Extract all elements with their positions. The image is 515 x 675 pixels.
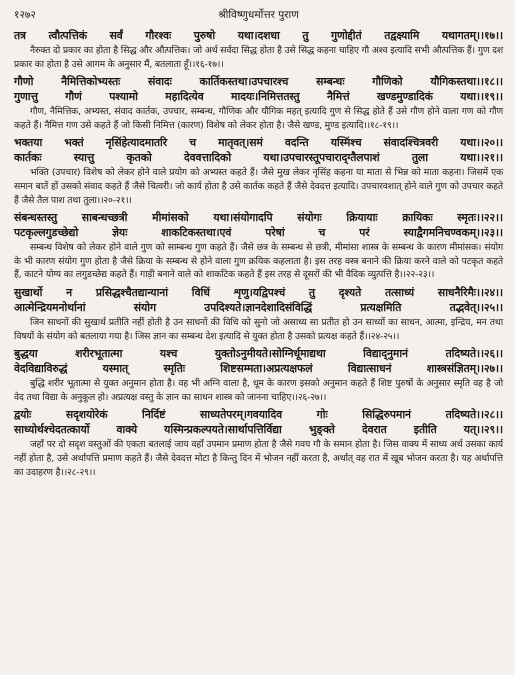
verse-block-3 [14,135,503,207]
page-header [14,9,503,22]
verse-line: बुद्धया शरीरभूतात्मा यश्च युक्तोऽनुमीयते।सोग्निर्धूमाद्यथा विद्याद्नुमानं तदिष्यते।।२६।। [14,347,503,361]
verse-line: पटकृल्लगुडच्छेद्यो ज्ञेयः शाकटिकस्तथा।एवं परेषां च परं स्याद्वैगमनिचण्वकम्।।२३।। [14,226,503,240]
commentary-paragraph: गौण, नैमित्तिक, अभ्यस्त, संवाद कार्तक, उपचार, सम्बन्ध, गौणिक और यौगिक महत् इत्यादि गुण से सिद्ध होते हैं उसे गौण होने वाला गण को गौण कहते हैं। नैमित्त गण उसे कहते हैं जो किसी निमित्त (कारण) विशेष को लेकर होता है। जैसे खण्ड, मुण्ड इत्यादि।।१८-१९।। [14,106,503,131]
verse-line: भक्तया भक्तं नृसिंहेत्यादमातरि च मातृवत्।समं वदन्ति यस्मिंश्च संवादश्चित्रवरी यथा।।२०।। [14,136,503,150]
verse-line: कार्तकः स्यात्तु कृतको देववत्तादिको यथा।उपचारस्तूपचाराद्ग्तैलपाशं तुला यथा।।२१।। [14,151,503,165]
verse-line: वेदविद्याविरुद्धं यस्मात् स्मृतिः शिष्टसम्मता।अप्रत्यक्षफलं विद्यात्साधनं शास्त्रसंज्ञितम्।।२७।। [14,362,503,376]
verse-line: द्वयोः सदृशयोरेकं निर्दिष्टं साध्यतेपरम्।गवयादिव गोः सिद्धिरुपमानं तदिष्यते।।२८।। [14,408,503,422]
verse-line: तत्र त्वौत्पत्तिकं सर्वं गौरश्वः पुरुषो यथा।दशधा तु गुणोद्दीतं तद्वक्ष्यामि यथागतम्।।१७।। [14,29,503,42]
verse-line: संबन्धस्तस्तु साबन्धच्छत्री मीमांसको यथा।संयोगादपि संयोगः क्रियायाः क्रायिकः स्मृतः।।२२।। [14,211,503,225]
commentary-paragraph: सम्बन्ध विशेष को लेकर होने वाले गुण को साम्बन्ध गुण कहते हैं। जैसे छत्र के सम्बन्ध से छत्री, मीमांसा शास्त्र के सम्बन्ध के कारण मीमांसक। संयोग के भी कारण संयोग गुण होता है जैसे क्रिया के सम्बन्ध से होने वाला गुण क्रयिक कहलाता है। इस तरह वस्त्र बनाने की क्रिया करने वाले को पटकृत कहते हैं, काटने योग्य का लगुडच्छेद्य कहते हैं। गाड़ी बनाने वाले को शाकटिक कहते हैं इस तरह से दूसरों की भी वैदिक व्युत्पत्ति है।।२२-२३।। [14,242,503,281]
verse-line: गौणो नैमित्तिकोभ्यस्तः संवादः कार्तिकस्तथा।उपचारश्च सम्बन्धः गौणिको यौगिकस्तथा।।१८।। [14,75,503,89]
verse-line: साध्योर्थश्चेदतत्कार्यो वाक्ये यस्मिन्प्रकल्पयते।सार्थापत्तिर्विद्या भुङ्क्ते देवरात इतीति यत्।।२९।। [14,423,503,437]
commentary-paragraph: बुद्धि शरीर भूतात्मा से युक्त अनुमान होता है। वह भी अग्नि वाला है, धूम के कारण इसको अनुमान कहते हैं शिष्ट पुरुषों के अनुसार स्मृति वह है जो वेद तथा विद्या के अनुकूल हो। अप्रत्यक्ष वस्तु के ज्ञान का साधन शास्त्र को जानना चाहिए।।२६-२७।। [14,378,503,403]
commentary-paragraph: जिन साधनों की सुखार्थ प्रतीति नहीं होती है उन साधनों की विधि को सुनो जो असाध्य सा प्रतीत हो उन साध्यों का साधन, आत्मा, इन्द्रिय, मन तथा विषयों के संयोग को बतलाया गया है। जिस ज्ञान का सम्बन्ध देश इत्यादि से युक्त होता है उसको प्रत्यक्ष कहते हैं।।२४-२५।। [14,316,503,342]
verse-line: आत्मेन्द्रियमनोर्थानां संयोग उपदिश्यते।ज्ञानदेशादिसंविद्धिं प्रत्यक्षमिति तद्भवेत्।।२५।। [14,300,503,314]
commentary-paragraph: भक्ति (उपचार) विशेष को लेकर होने वाले प्रयोग को अभ्यस्त कहते हैं। जैसे मुख लेकर नृसिंह कहना या माता से भिन्न को माता कहना। जिसमें एक समान बातें हों उसको संवाद कहते हैं जैसे चित्वरी। जो कार्य होता है उसे कार्तक कहते हैं जैसे देवदत्त इत्यादि। उपचारवशात् होने वाले गुण को उपचार कहते हैं जैसे तैल पाश तथा तुला।।२०-२१।। [14,167,503,206]
verse-block-2 [14,74,503,132]
commentary-paragraph: नैरुक्त दो प्रकार का होता है सिद्ध और औत्पत्तिक। जो अर्थ सर्वदा सिद्ध होता है उसे सिद्ध कहना चाहिए गौ अश्व इत्यादि सभी औत्पत्तिक हैं। गुण दश प्रकार का होता है उसे आगम के अनुसार मैं, बतलाता हूँ।।१६-१७।। [14,45,503,70]
commentary-paragraph: जहाँ पर दो सदृश वस्तुओं की एकता बतलाई जाय वहाँ उपमान प्रमाण होता है जैसे गवय गौ के समान होता है। जिस वाक्य में साध्य अर्थ उसका कार्य नहीं होता है, उसे अर्थापत्ति प्रमाण कहते हैं। जैसे देवदत्त मोटा है किन्तु दिन में भोजन नहीं करता है, अर्थात् वह रात में खूब भोजन करता है। यह अर्थापत्ति का उदाहरण है।।२८-२९।। [14,439,503,478]
verse-line: गुणात्तु गौणं पश्यामो महादित्येव मादयः।निमित्ततस्तु नैमित्तं खण्डमुण्डादिकं यथा।।१९।। [14,90,503,104]
verse-block-4 [14,210,503,282]
verse-line: सुखार्थो न प्रसिद्धश्चैतद्यान्यानां विधिं शृणु।यद्विपश्चं तु दृश्यते तत्साध्यं साधनैरिमैः।।२४।। [14,285,503,299]
verse-block-6 [14,346,503,404]
running-title: श्रीविष्णुधर्मोत्तर पुराण [218,9,299,21]
page-number: १२७२ [14,9,36,21]
verse-block-7 [14,407,503,479]
verse-block-1 [14,28,503,71]
verse-block-5 [14,285,503,343]
